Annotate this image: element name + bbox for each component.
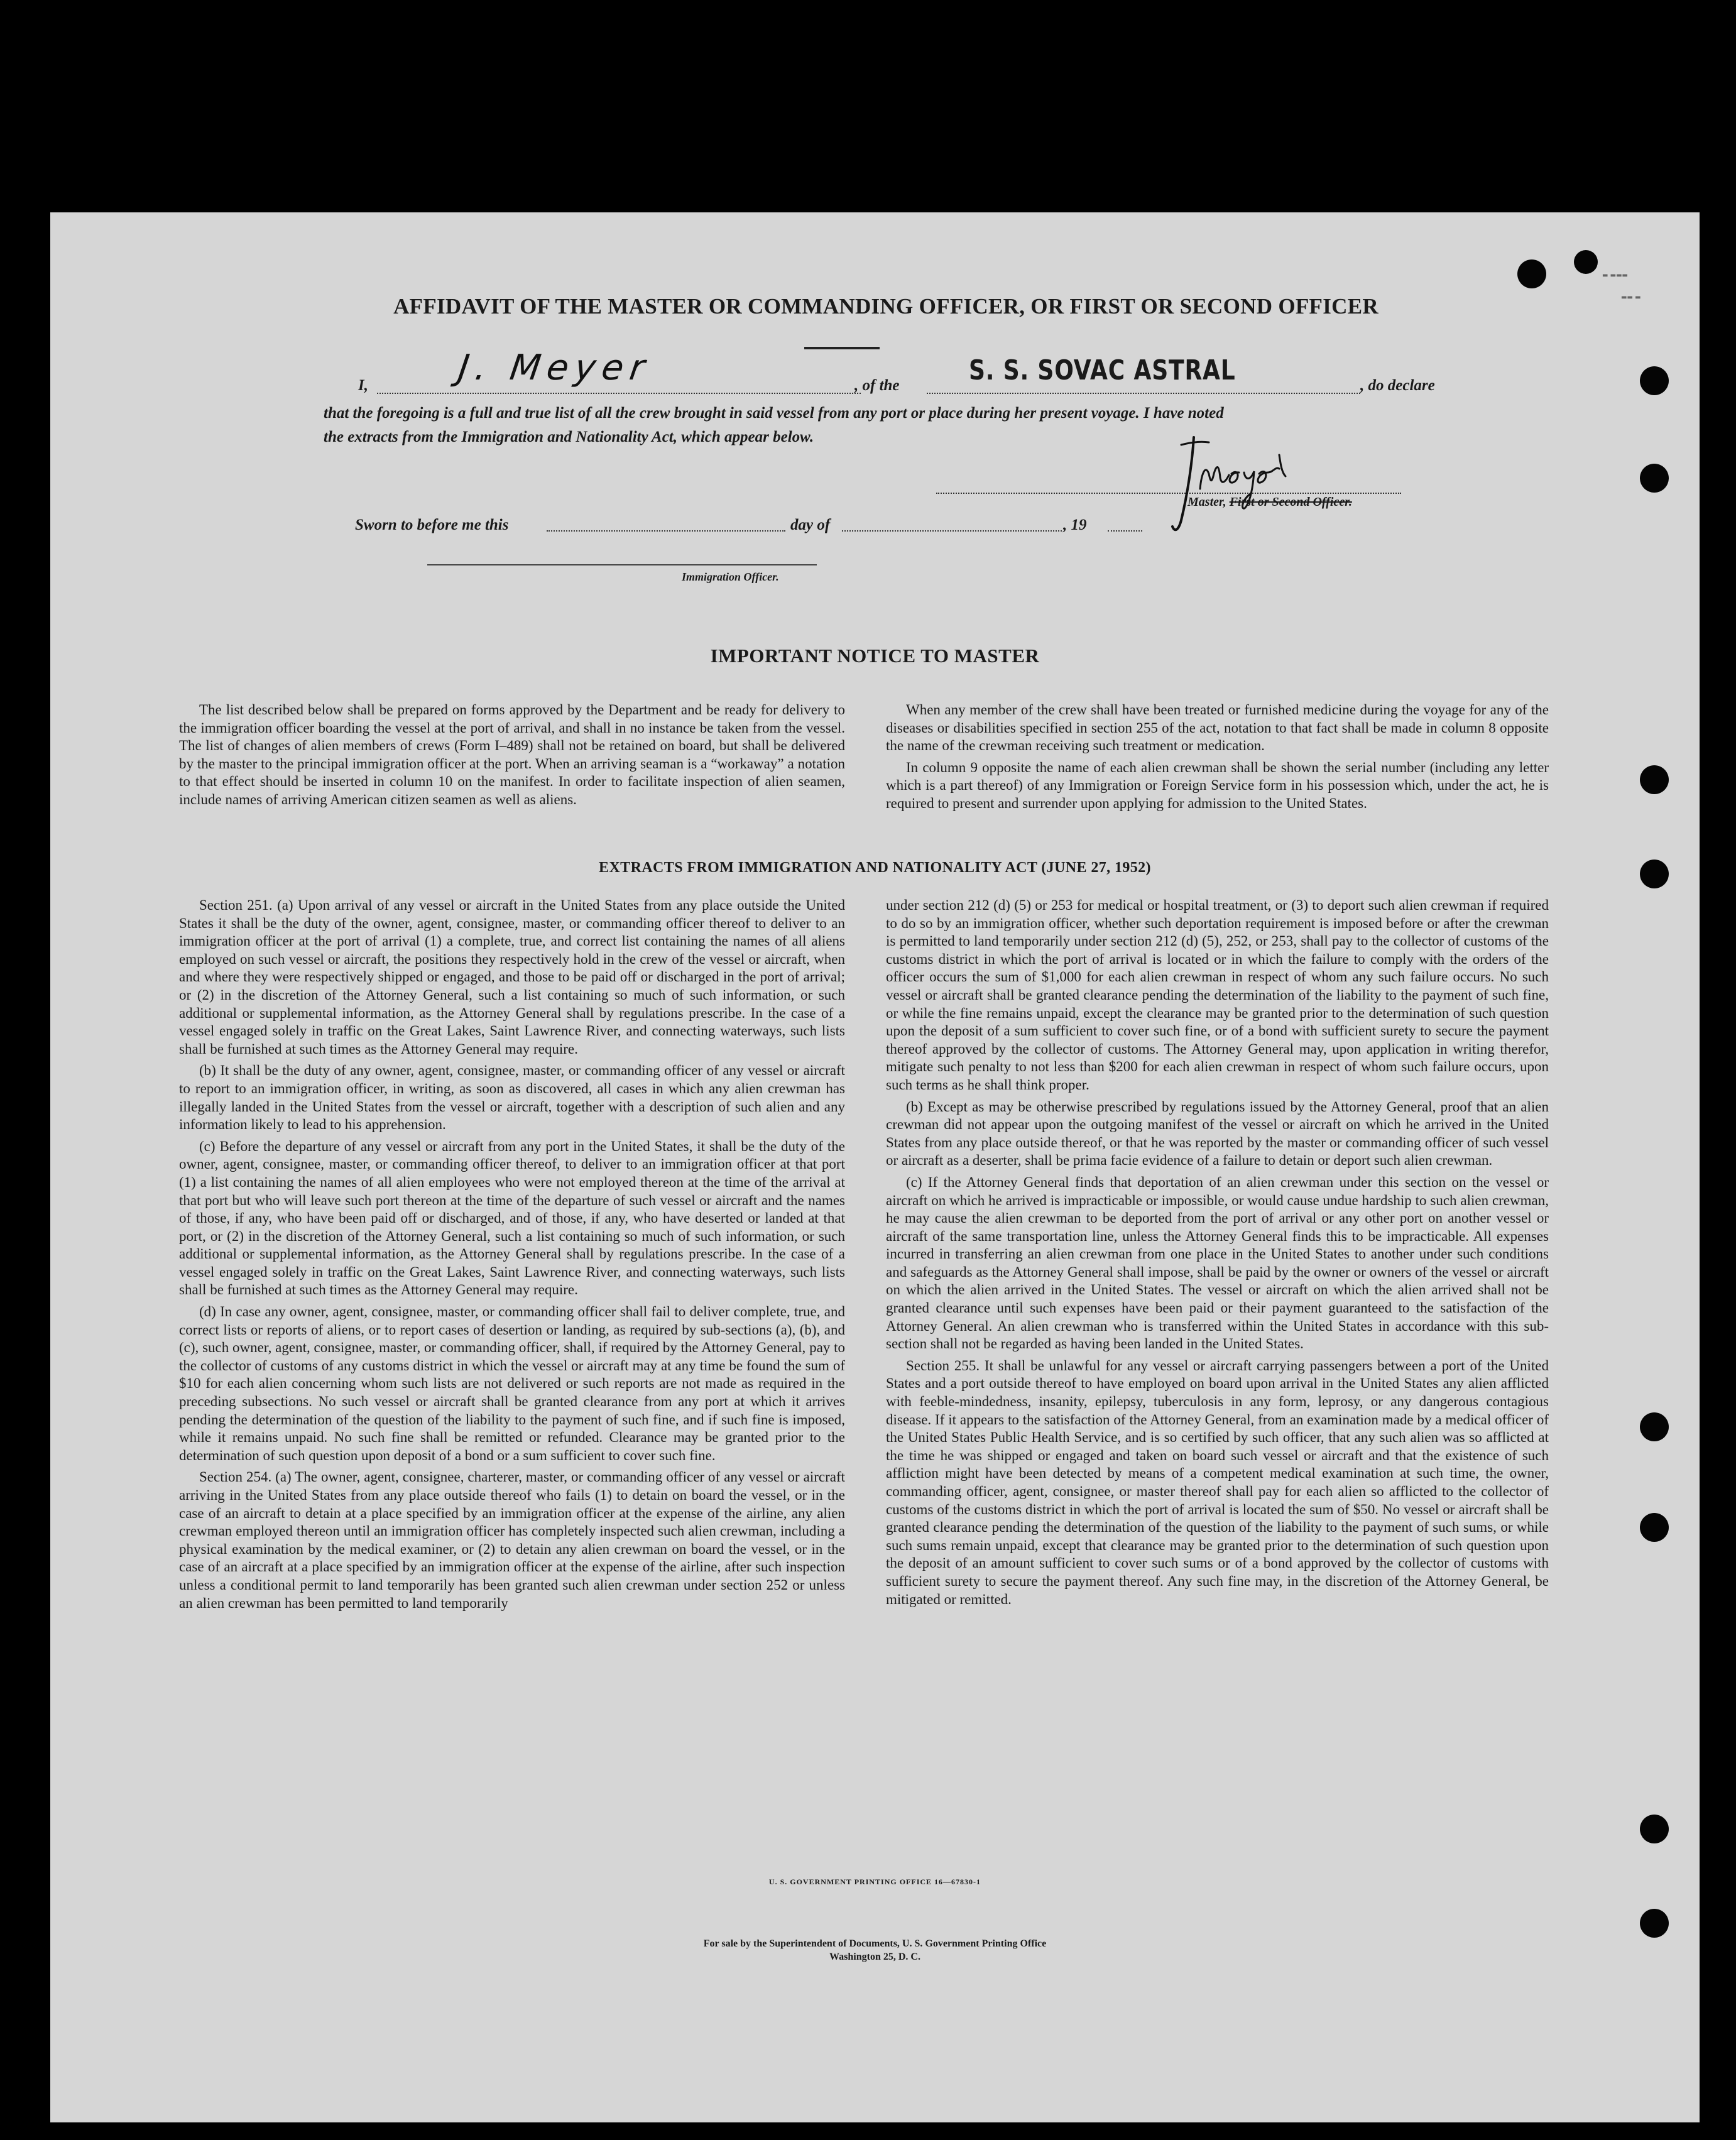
section-251-d: (d) In case any owner, agent, consignee, master, or commanding officer shall fail to deliver complete, true, and correct lists or reports of aliens, or to report cases of desertion or landing, as required by sub-sections (a), (b), and (c), such owner, agent, consignee, master, or commanding officer, shall, if required by the Attorney General, pay to the collector of customs of any customs district in which the vessel or aircraft may at any time be found the sum of $10 for each alien concerning whom such lists are not delivered or such reports are not made as required in the preceding subsections. No such vessel or aircraft shall be granted clearance from any port at which it arrives pending the determination of the question of the liability to the payment of such fine, and if such fine is imposed, while it remains unpaid. No such fine shall be remitted or refunded. Clearance may be granted prior to the determination of such question upon deposit of a bond or a sum sufficient to cover such fine. [179, 1304, 845, 1463]
punch-hole [1640, 1815, 1669, 1843]
name-line [377, 393, 861, 394]
sworn-date-line [547, 530, 785, 532]
punch-hole [1640, 765, 1669, 794]
do-declare-label: , do declare [1360, 377, 1435, 394]
signature-label [1187, 495, 1352, 510]
punch-hole [1640, 464, 1669, 493]
declaration-statement-line-2: the extracts from the Immigration and Nationality Act, which appear below. [324, 429, 814, 445]
gpo-line: U. S. GOVERNMENT PRINTING OFFICE 16—67830-1 [768, 1877, 981, 1886]
master-signature [1156, 420, 1319, 545]
signature-label-struck: First or Second Officer. [1229, 495, 1352, 509]
notice-right-paragraph-2: In column 9 opposite the name of each alien crewman shall be shown the serial number (including any letter which is a part thereof) of any Immigration or Foreign Service form in his possession which, under the act, he is required to present and surrender upon applying for admission to the United States. [886, 759, 1549, 811]
vessel-line [927, 393, 1360, 394]
section-251-b: (b) It shall be the duty of any owner, agent, consignee, master, or commanding officer of any vessel or aircraft to report to an immigration officer, in writing, as soon as discovered, all cases in which any alien crewman has illegally landed in the United States from the vessel or aircraft, together with a description of such alien and any information likely to lead to his apprehension. [179, 1062, 845, 1133]
bleed-through-mark: ▬ ▬▬▬ [1602, 272, 1628, 279]
notice-right-paragraph-1: When any member of the crew shall have been treated or furnished medicine during the voyage for any of the diseases or disabilities specified in section 255 of the act, notation to that fact shall be made in column 8 opposite the name of the crewman receiving such treatment or medication. [886, 702, 1549, 754]
document-page [50, 212, 1700, 2122]
sale-line-1: For sale by the Superintendent of Documents, U. S. Government Printing Office [703, 1938, 1047, 1949]
title-underline [804, 347, 880, 349]
section-251-c: (c) Before the departure of any vessel or aircraft from any port in the United States, it shall be the duty of the owner, agent, consignee, master, or commanding officer thereof, to deliver to an immigration officer at that port (1) a list containing the names of all alien employees who were not employed thereon at the time of the arrival at that port but who will leave such port thereon at the time of the departure of such vessel or aircraft and the names of those, if any, who have been paid off or discharged, and of those, if any, who have deserted or landed at that port, or (2) in the discretion of the Attorney General, such a list containing so much of such information, or such additional or supplemental information, as the Attorney General shall by regulations prescribe. In the case of a vessel engaged solely in traffic on the Great Lakes, Saint Lawrence River, and connecting waterways, such lists shall be furnished at such times as the Attorney General may require. [179, 1138, 845, 1298]
section-254-c: (c) If the Attorney General finds that deportation of an alien crewman under this section on the vessel or aircraft on which he arrived is impracticable or impossible, or would cause undue hardship to such alien crewman, he may cause the alien crewman to be deported from the port of arrival or any other port on another vessel or aircraft of the same transportation line, unless the Attorney General finds this to be impracticable. All expenses incurred in transferring an alien crewman from one place in the United States to another under such conditions and safeguards as the Attorney General shall impose, shall be paid by the owner or owners of the vessel or aircraft on which the alien arrived in the United States. The vessel or aircraft on which the alien arrived shall not be granted clearance until such expenses have been paid or their payment guaranteed to the satisfaction of the Attorney General. An alien crewman who is transferred within the United States in accordance with this sub-section shall not be regarded as having been landed in the United States. [886, 1174, 1549, 1352]
extracts-left-column [179, 897, 845, 1616]
section-255: Section 255. It shall be unlawful for any vessel or aircraft carrying passengers between a port of the United States and a port outside thereof to have employed on board upon arrival in the United States any alien afflicted with feeble-mindedness, insanity, epilepsy, tuberculosis in any form, leprosy, or any dangerous contagious disease. If it appears to the satisfaction of the Attorney General, from an examination made by a medical officer of the United States Public Health Service, and is so certified by such officer, that any such alien was so afflicted at the time he was shipped or engaged and taken on board such vessel or aircraft and that the existence of such affliction might have been detected by means of a competent medical examination at such time, the owner, commanding officer, agent, consignee, or master thereof shall pay for each alien so afflicted to the collector of customs of the customs district in which the port of arrival is located the sum of $50. No vessel or aircraft shall be granted clearance pending the determination of the question of the liability to the payment of such sums, or while such sums remain unpaid, except that clearance may be granted prior to the determination of such question upon the deposit of an amount sufficient to cover such sums or of a bond approved by the collector of customs with sufficient surety to secure the payment thereof. Any such fine may, in the discretion of the Attorney General, be mitigated or remitted. [886, 1357, 1549, 1607]
punch-hole [1640, 1909, 1669, 1938]
notice-left-column [179, 701, 845, 813]
punch-hole [1640, 1412, 1669, 1441]
signature-label-master: Master, [1187, 495, 1226, 509]
notice-left-paragraph: The list described below shall be prepared on forms approved by the Department and be ready for delivery to the immigration officer boarding the vessel at the port of arrival, and shall in no instance be taken from the vessel. The list of changes of alien members of crews (Form I–489) shall not be retained on board, but shall be delivered by the master to the principal immigration officer at the port. When an arriving seaman is a “workaway” a notation to that effect should be inserted in column 10 on the manifest. In order to facilitate inspection of alien seamen, include names of arriving American citizen seamen as well as aliens. [179, 702, 845, 807]
affidavit-title: AFFIDAVIT OF THE MASTER OR COMMANDING OFFICER, OR FIRST OR SECOND OFFICER [393, 294, 1378, 319]
notice-right-column [886, 701, 1549, 817]
day-of-label: day of [790, 516, 831, 533]
of-the-label: , of the [854, 377, 900, 394]
section-254-a-continued: under section 212 (d) (5) or 253 for medical or hospital treatment, or (3) to deport such alien crewman if required to do so by an immigration officer, whether such deportation requirement is imposed before or after the crewman is permitted to land temporarily under section 212 (d) (5), 252, or 253, shall pay to the collector of customs of the customs district in which the port of arrival is located or in which the failure to comply with the orders of the officer occurs the sum of $1,000 for each alien crewman in respect of whom any such failure occurs. No such vessel or aircraft shall be granted clearance pending the determination of the liability to the payment of such fine, or while the fine remains unpaid, except the clearance may be granted prior to the determination of such question upon the deposit of a sum sufficient to cover such fine, or of a bond with sufficient surety to secure the payment thereof approved by the collector of customs. The Attorney General may, upon application in writing therefor, mitigate such penalty to not less than $200 for each alien crewman in respect of whom such failure occurs, upon such terms as he shall think proper. [886, 897, 1549, 1093]
punch-hole [1517, 259, 1546, 288]
punch-hole [1574, 250, 1598, 274]
sale-notice [50, 1937, 1700, 1963]
declaration-statement-line-1: that the foregoing is a full and true list of all the crew brought in said vessel from any port or place during her present voyage. I have noted [324, 405, 1224, 422]
immigration-officer-line [427, 564, 817, 565]
year-line [1108, 530, 1142, 532]
section-254-a: Section 254. (a) The owner, agent, consignee, charterer, master, or commanding officer of any vessel or aircraft arriving in the United States from any place outside thereof who fails (1) to detain on board the vessel, or in the case of an aircraft to detain at a place specified by an immigration officer at the expense of the airline, any alien crewman employed thereon until an immigration officer has completely inspected such alien crewman, including a physical examination by the medical examiner, or (2) to detain any alien crewman on board the vessel, or in the case of an aircraft at a place specified by an immigration officer at the expense of the airline, after such inspection unless a conditional permit to land temporarily has been granted such alien crewman under section 252 or unless an alien crewman has been permitted to land temporarily [179, 1469, 845, 1611]
month-line [842, 530, 1062, 532]
notice-title: IMPORTANT NOTICE TO MASTER [710, 645, 1040, 667]
punch-hole [1640, 366, 1669, 395]
extracts-title: EXTRACTS FROM IMMIGRATION AND NATIONALITY ACT (JUNE 27, 1952) [599, 860, 1151, 876]
vessel-name: S. S. SOVAC ASTRAL [969, 354, 1236, 386]
sworn-label: Sworn to before me this [355, 516, 509, 533]
sale-line-2: Washington 25, D. C. [829, 1952, 920, 1962]
bleed-through-mark: ▬▬ ▬ [1621, 294, 1641, 301]
master-name-handwritten: J. Meyer [456, 347, 654, 388]
year-label: , 19 [1063, 516, 1087, 533]
section-254-b: (b) Except as may be otherwise prescribed by regulations issued by the Attorney General, proof that an alien crewman did not appear upon the outgoing manifest of the vessel or aircraft on which he arrived in the United States from any place outside thereof, or that he was reported by the master or commanding officer of such vessel or aircraft as a deserter, shall be prima facie evidence of a failure to detain or deport such alien crewman. [886, 1098, 1549, 1169]
extracts-right-column [886, 897, 1549, 1612]
i-label: I, [358, 377, 368, 394]
section-251-a: Section 251. (a) Upon arrival of any vessel or aircraft in the United States from any place outside the United States it shall be the duty of the owner, agent, consignee, master, or commanding officer thereof to deliver to an immigration officer at the port of arrival (1) a complete, true, and correct list containing the names of all aliens employed on such vessel or aircraft, the positions they respectively hold in the crew of the vessel or aircraft, when and where they were respectively shipped or engaged, and those to be paid off or discharged in the port of arrival; or (2) in the discretion of the Attorney General, such a list containing so much of such information, or such additional or supplemental information, as the Attorney General shall by regulations prescribe. In the case of a vessel engaged solely in traffic on the Great Lakes, Saint Lawrence River, and connecting waterways, such lists shall be furnished at such times as the Attorney General may require. [179, 897, 845, 1057]
punch-hole [1640, 1513, 1669, 1542]
immigration-officer-label: Immigration Officer. [682, 570, 779, 583]
